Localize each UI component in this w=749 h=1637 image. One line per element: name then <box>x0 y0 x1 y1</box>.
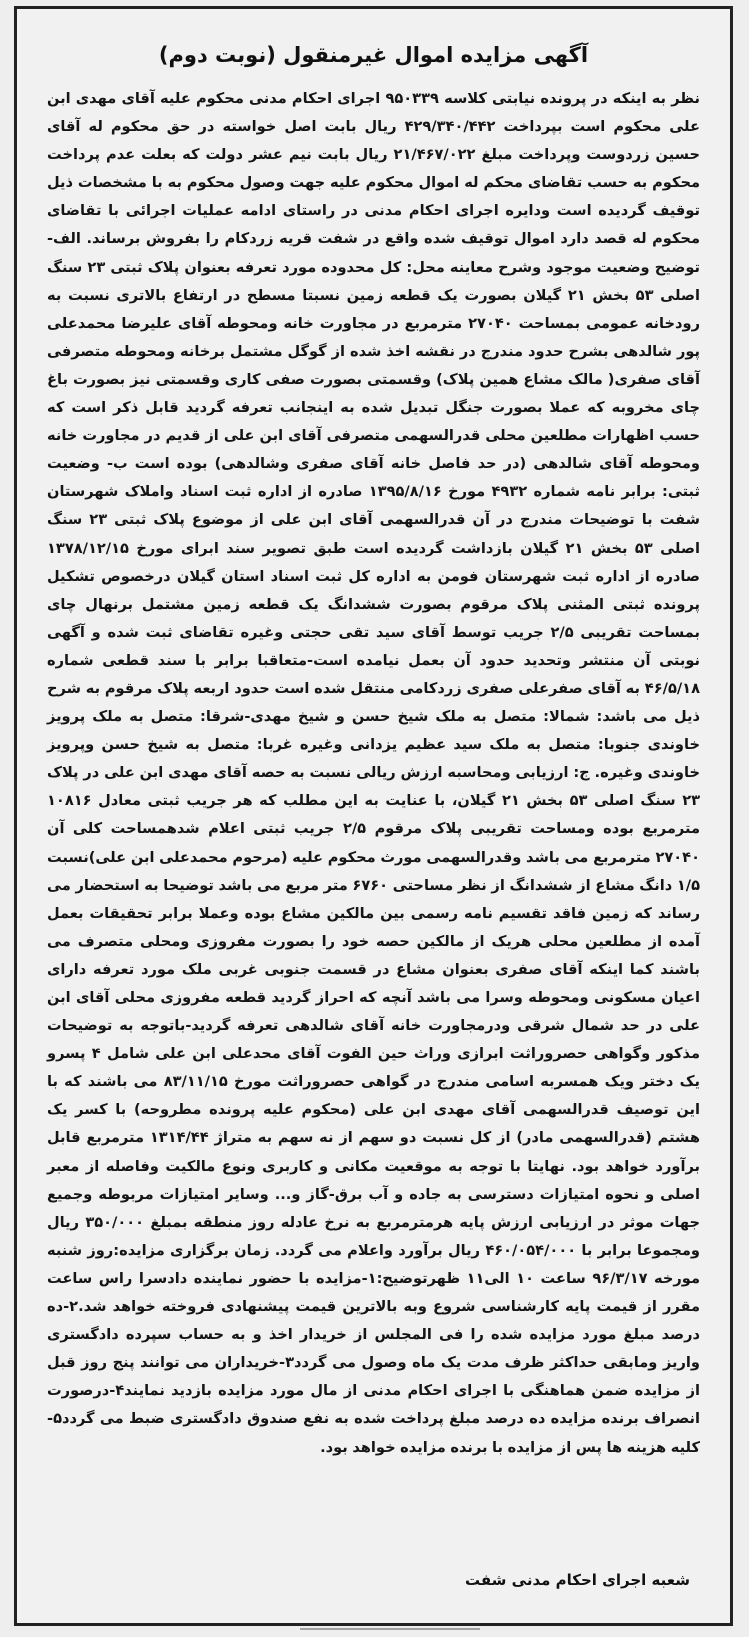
notice-title: آگهی مزایده اموال غیرمنقول (نوبت دوم) <box>158 43 589 67</box>
page-edge-mark <box>300 1628 480 1636</box>
notice-signature: شعبه اجرای احکام مدنی شفت <box>465 1571 690 1589</box>
notice-body: نظر به اینکه در پرونده نیابتی کلاسه ۹۵۰۳۳۹ اجرای احکام مدنی محکوم علیه آقای مهدی ابن علی محکوم است بپرداخت ۴۲۹/۳۴۰/۴۴۲ ریال بابت اصل خواسته در حق محکوم له آقای حسین زردوست وپرداخت مبلغ ۲۱/۴۶۷/۰۲۲ ریال بابت نیم عشر دولت که بعلت عدم پرداخت محکوم به حسب تقاضای محکم له اموال محکوم علیه جهت وصول محکوم به با مشخصات ذیل توقیف گردیده است ودایره اجرای احکام مدنی در راستای ادامه عملیات اجرائی با تقاضای محکوم له قصد دارد اموال توقیف شده واقع در شفت قریه زردکام را بفروش برساند. الف- توضیح وضعیت موجود وشرح معاینه محل: کل محدوده مورد تعرفه بعنوان پلاک ثبتی ۲۳ سنگ اصلی ۵۳ بخش ۲۱ گیلان بصورت یک قطعه زمین نسبتا مسطح در ارتفاع بالاتری نسبت به رودخانه عمومی بمساحت ۲۷۰۴۰ مترمربع در مجاورت خانه ومحوطه آقای علیرضا محمدعلی پور شالدهی بشرح حدود مندرج در نقشه اخذ شده از گوگل مشتمل برخانه ومحوطه متصرفی آقای صفری( مالک مشاع همین پلاک) وقسمتی بصورت صفی کاری وقسمتی نیز بصورت باغ چای مخروبه که عملا بصورت جنگل تبدیل شده به اینجانب تعرفه گردید قابل ذکر است که حسب اظهارات مطلعین محلی قدرالسهمی متصرفی آقای ابن علی از قدیم در مجاورت خانه ومحوطه آقای شالدهی (در حد فاصل خانه آقای صفری وشالدهی) بوده است ب- وضعیت ثبتی: برابر نامه شماره ۴۹۳۲ مورخ ۱۳۹۵/۸/۱۶ صادره از اداره ثبت اسناد واملاک شهرستان شفت با توضیحات مندرج در آن قدرالسهمی آقای ابن علی از موضوع پلاک ثبتی ۲۳ سنگ اصلی ۵۳ بخش ۲۱ گیلان بازداشت گردیده است طبق تصویر سند ابرای مورخ ۱۳۷۸/۱۲/۱۵ صادره از اداره ثبت شهرستان فومن به اداره کل ثبت اسناد استان گیلان درخصوص تشکیل پرونده ثبتی المثنی پلاک مرقوم بصورت ششدانگ یک قطعه زمین مشتمل برنهال چای بمساحت تقریبی ۲/۵ جریب توسط آقای سید تقی حجتی وغیره تقاضای ثبت شده و آگهی نوبتی آن منتشر وتحدید حدود آن بعمل نیامده است-متعاقبا برابر با سند قطعی شماره ۴۶/۵/۱۸ به آقای صفرعلی صفری زردکامی منتقل شده است حدود اربعه پلاک مرقوم به شرح ذیل می باشد: شمالا: متصل به ملک شیخ حسن و شیخ مهدی-شرقا: متصل به ملک پرویز خاوندی جنوبا: متصل به ملک سید عظیم یزدانی وغیره غربا: متصل به شیخ حسن وپرویز خاوندی وغیره. ج: ارزیابی ومحاسبه ارزش ریالی نسبت به حصه آقای مهدی ابن علی در پلاک ۲۳ سنگ اصلی ۵۳ بخش ۲۱ گیلان، با عنایت به این مطلب که هر جریب ثبتی معادل ۱۰۸۱۶ مترمربع بوده ومساحت تقریبی پلاک مرقوم ۲/۵ جریب ثبتی اعلام شدهمساحت کلی آن ۲۷۰۴۰ مترمربع می باشد وقدرالسهمی مورث محکوم علیه (مرحوم محمدعلی ابن علی)نسبت ۱/۵ دانگ مشاع از ششدانگ از نظر مساحتی ۶۷۶۰ متر مربع می باشد توضیحا به استحضار می رساند که زمین فاقد تقسیم نامه رسمی بین مالکین مشاع بوده وعملا برابر تحقیقات بعمل آمده از مطلعین محلی هریک از مالکین حصه خود را بصورت مفروزی ومحلی متصرف می باشند کما اینکه آقای صفری بعنوان مشاع در قسمت جنوبی غربی ملک مورد تعرفه دارای اعیان مسکونی ومحوطه وسرا می باشد آنچه که احراز گردید قطعه مفروزی محلی آقای ابن علی در حد شمال شرقی ودرمجاورت خانه آقای شالدهی تعرفه گردید-باتوجه به توضیحات مذکور وگواهی حصروراثت ابرازی وراث حین الفوت آقای محدعلی ابن علی شامل ۴ پسرو یک دختر ویک همسربه اسامی مندرج در گواهی حصروراثت مورخ ۸۳/۱۱/۱۵ می باشند که با این توصیف قدرالسهمی آقای مهدی ابن علی (محکوم علیه پرونده مطروحه) با کسر یک هشتم (قدرالسهمی مادر) از کل نسبت دو سهم از نه سهم به متراژ ۱۳۱۴/۴۴ مترمربع قابل برآورد خواهد بود. نهایتا با توجه به موقعیت مکانی و کاربری ونوع مالکیت وفاصله از معبر اصلی و نحوه امتیازات دسترسی به جاده و آب برق-گاز و... وسایر امتیازات مربوطه وجمیع جهات موثر در ارزیابی ارزش پایه هرمترمربع به نرخ عادله روز منطقه بمبلغ ۳۵۰/۰۰۰ ریال ومجموعا برابر با ۴۶۰/۰۵۴/۰۰۰ ریال برآورد واعلام می گردد. زمان برگزاری مزایده:روز شنبه مورخه ۹۶/۳/۱۷ ساعت ۱۰ الی۱۱ ظهرتوضیح:۱-مزایده با حضور نماینده دادسرا راس ساعت مقرر از قیمت پایه کارشناسی شروع وبه بالاترین قیمت پیشنهادی فروخته خواهد شد.۲-ده درصد مبلغ مورد مزایده شده را فی المجلس از خریدار اخذ و به حساب سپرده دادگستری واریز ومابقی حداکثر ظرف مدت یک ماه وصول می گردد۳-خریداران می توانند پنج روز قبل از مزایده ضمن هماهنگی با اجرای احکام مدنی از مال مورد مزایده بازدید نمایند۴-درصورت انصراف برنده مزایده ده درصد مبلغ پرداخت شده به نفع صندوق دادگستری ضبط می گردد۵-کلیه هزینه ها پس از مزایده با برنده مزایده خواهد بود. <box>47 90 701 1456</box>
notice-frame <box>14 6 733 1626</box>
